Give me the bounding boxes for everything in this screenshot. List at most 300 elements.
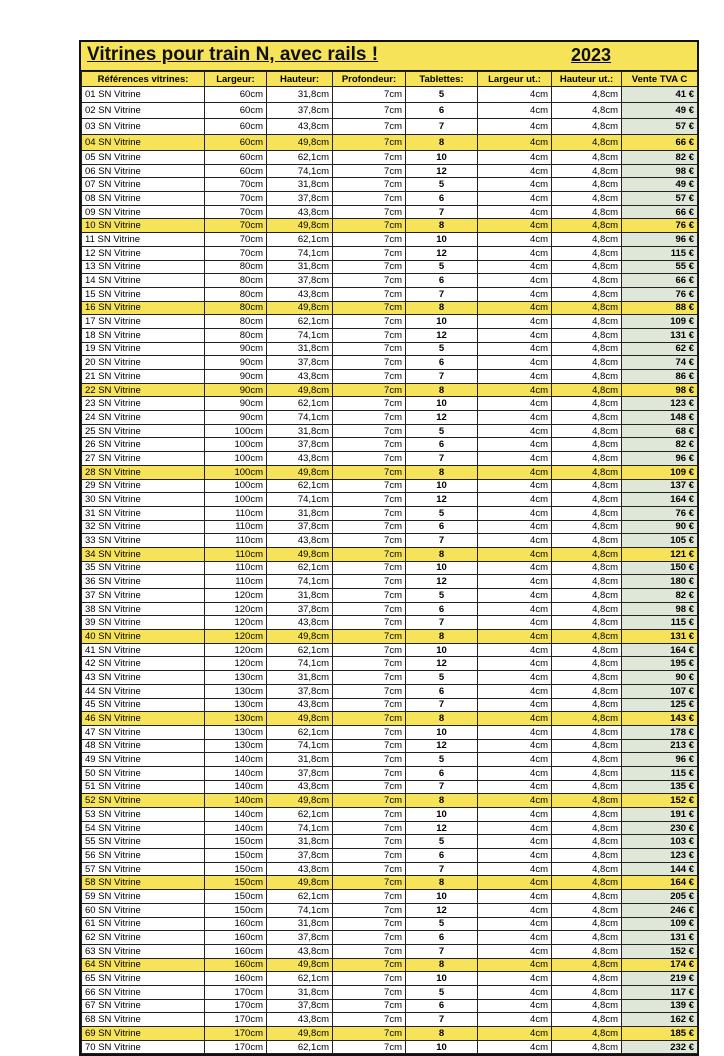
ref-cell: 25 SN Vitrine [82,424,205,438]
table-body [82,87,698,1054]
usable-width-cell: 4cm [478,151,552,165]
usable-height-cell: 4,8cm [552,835,622,849]
usable-height-cell: 4,8cm [552,684,622,698]
usable-height-cell: 4,8cm [552,103,622,119]
usable-height-cell: 4,8cm [552,862,622,876]
shelves-cell: 7 [406,534,478,548]
width-cell: 70cm [205,246,267,260]
table-row [82,452,698,466]
height-cell: 49,8cm [267,630,333,644]
height-cell: 74,1cm [267,164,333,178]
depth-cell: 7cm [333,931,406,945]
shelves-cell: 6 [406,602,478,616]
table-row [82,849,698,863]
price-cell: 205 € [622,890,698,904]
table-row [82,534,698,548]
width-cell: 150cm [205,849,267,863]
shelves-cell: 6 [406,766,478,780]
depth-cell: 7cm [333,671,406,685]
depth-cell: 7cm [333,630,406,644]
col-header-width: Largeur: [205,72,267,87]
usable-width-cell: 4cm [478,958,552,972]
usable-width-cell: 4cm [478,643,552,657]
ref-cell: 57 SN Vitrine [82,862,205,876]
width-cell: 150cm [205,890,267,904]
price-cell: 178 € [622,725,698,739]
table-row [82,561,698,575]
price-cell: 82 € [622,151,698,165]
shelves-cell: 10 [406,233,478,247]
ref-cell: 27 SN Vitrine [82,452,205,466]
table-row [82,725,698,739]
depth-cell: 7cm [333,780,406,794]
shelves-cell: 12 [406,164,478,178]
usable-width-cell: 4cm [478,684,552,698]
table-row [82,438,698,452]
depth-cell: 7cm [333,274,406,288]
width-cell: 120cm [205,630,267,644]
depth-cell: 7cm [333,958,406,972]
depth-cell: 7cm [333,999,406,1013]
price-cell: 180 € [622,575,698,589]
width-cell: 60cm [205,119,267,135]
usable-height-cell: 4,8cm [552,87,622,103]
usable-height-cell: 4,8cm [552,534,622,548]
table-row [82,520,698,534]
shelves-cell: 12 [406,411,478,425]
price-cell: 76 € [622,287,698,301]
ref-cell: 30 SN Vitrine [82,493,205,507]
price-cell: 246 € [622,903,698,917]
ref-cell: 06 SN Vitrine [82,164,205,178]
width-cell: 150cm [205,835,267,849]
shelves-cell: 7 [406,780,478,794]
usable-height-cell: 4,8cm [552,506,622,520]
usable-height-cell: 4,8cm [552,274,622,288]
width-cell: 60cm [205,164,267,178]
usable-width-cell: 4cm [478,287,552,301]
ref-cell: 66 SN Vitrine [82,985,205,999]
height-cell: 49,8cm [267,465,333,479]
usable-height-cell: 4,8cm [552,1040,622,1054]
shelves-cell: 5 [406,87,478,103]
shelves-cell: 10 [406,397,478,411]
ref-cell: 53 SN Vitrine [82,808,205,822]
depth-cell: 7cm [333,917,406,931]
table-row [82,383,698,397]
usable-width-cell: 4cm [478,753,552,767]
width-cell: 130cm [205,725,267,739]
shelves-cell: 5 [406,917,478,931]
price-cell: 115 € [622,616,698,630]
price-cell: 76 € [622,506,698,520]
usable-width-cell: 4cm [478,397,552,411]
usable-height-cell: 4,8cm [552,452,622,466]
table-row [82,479,698,493]
width-cell: 60cm [205,135,267,151]
table-row [82,753,698,767]
width-cell: 70cm [205,178,267,192]
height-cell: 43,8cm [267,205,333,219]
price-cell: 115 € [622,766,698,780]
shelves-cell: 6 [406,356,478,370]
shelves-cell: 5 [406,342,478,356]
ref-cell: 08 SN Vitrine [82,192,205,206]
usable-height-cell: 4,8cm [552,917,622,931]
height-cell: 31,8cm [267,835,333,849]
table-row [82,424,698,438]
depth-cell: 7cm [333,712,406,726]
table-row [82,1027,698,1041]
ref-cell: 60 SN Vitrine [82,903,205,917]
table-row [82,766,698,780]
width-cell: 80cm [205,315,267,329]
usable-height-cell: 4,8cm [552,383,622,397]
usable-width-cell: 4cm [478,725,552,739]
depth-cell: 7cm [333,972,406,986]
price-cell: 185 € [622,1027,698,1041]
shelves-cell: 6 [406,438,478,452]
table-row [82,821,698,835]
table-row [82,356,698,370]
table-row [82,328,698,342]
depth-cell: 7cm [333,119,406,135]
depth-cell: 7cm [333,479,406,493]
year-label: 2023 [571,45,612,65]
price-cell: 96 € [622,452,698,466]
usable-height-cell: 4,8cm [552,356,622,370]
ref-cell: 42 SN Vitrine [82,657,205,671]
shelves-cell: 7 [406,452,478,466]
height-cell: 62,1cm [267,479,333,493]
depth-cell: 7cm [333,370,406,384]
width-cell: 80cm [205,301,267,315]
usable-width-cell: 4cm [478,411,552,425]
usable-width-cell: 4cm [478,657,552,671]
ref-cell: 10 SN Vitrine [82,219,205,233]
table-header [82,72,698,87]
width-cell: 90cm [205,411,267,425]
ref-cell: 13 SN Vitrine [82,260,205,274]
ref-cell: 56 SN Vitrine [82,849,205,863]
depth-cell: 7cm [333,547,406,561]
table-row [82,342,698,356]
width-cell: 110cm [205,520,267,534]
shelves-cell: 7 [406,287,478,301]
usable-height-cell: 4,8cm [552,999,622,1013]
width-cell: 90cm [205,342,267,356]
depth-cell: 7cm [333,356,406,370]
shelves-cell: 5 [406,506,478,520]
usable-height-cell: 4,8cm [552,438,622,452]
usable-width-cell: 4cm [478,547,552,561]
shelves-cell: 7 [406,1013,478,1027]
table-row [82,780,698,794]
height-cell: 74,1cm [267,493,333,507]
width-cell: 100cm [205,479,267,493]
height-cell: 37,8cm [267,849,333,863]
depth-cell: 7cm [333,506,406,520]
width-cell: 60cm [205,103,267,119]
height-cell: 31,8cm [267,178,333,192]
price-cell: 103 € [622,835,698,849]
price-cell: 76 € [622,219,698,233]
depth-cell: 7cm [333,219,406,233]
height-cell: 62,1cm [267,808,333,822]
shelves-cell: 8 [406,301,478,315]
shelves-cell: 7 [406,370,478,384]
table-row [82,301,698,315]
usable-height-cell: 4,8cm [552,479,622,493]
height-cell: 62,1cm [267,561,333,575]
usable-width-cell: 4cm [478,808,552,822]
usable-height-cell: 4,8cm [552,903,622,917]
usable-width-cell: 4cm [478,520,552,534]
price-cell: 82 € [622,438,698,452]
usable-width-cell: 4cm [478,87,552,103]
ref-cell: 15 SN Vitrine [82,287,205,301]
usable-width-cell: 4cm [478,246,552,260]
width-cell: 120cm [205,616,267,630]
width-cell: 100cm [205,424,267,438]
depth-cell: 7cm [333,862,406,876]
height-cell: 62,1cm [267,725,333,739]
usable-height-cell: 4,8cm [552,780,622,794]
width-cell: 170cm [205,985,267,999]
ref-cell: 65 SN Vitrine [82,972,205,986]
price-cell: 41 € [622,87,698,103]
usable-height-cell: 4,8cm [552,192,622,206]
ref-cell: 22 SN Vitrine [82,383,205,397]
table-row [82,903,698,917]
ref-cell: 14 SN Vitrine [82,274,205,288]
shelves-cell: 7 [406,944,478,958]
shelves-cell: 6 [406,849,478,863]
usable-width-cell: 4cm [478,1040,552,1054]
shelves-cell: 10 [406,808,478,822]
price-cell: 150 € [622,561,698,575]
page-title: Vitrines pour train N, avec rails ! [87,44,379,65]
header-row [82,72,698,87]
height-cell: 49,8cm [267,1027,333,1041]
price-cell: 66 € [622,205,698,219]
shelves-cell: 6 [406,999,478,1013]
width-cell: 140cm [205,808,267,822]
table-row [82,958,698,972]
col-header-reference: Références vitrines: [82,72,205,87]
ref-cell: 29 SN Vitrine [82,479,205,493]
ref-cell: 67 SN Vitrine [82,999,205,1013]
height-cell: 43,8cm [267,616,333,630]
price-cell: 49 € [622,178,698,192]
depth-cell: 7cm [333,643,406,657]
usable-width-cell: 4cm [478,739,552,753]
usable-height-cell: 4,8cm [552,164,622,178]
usable-width-cell: 4cm [478,506,552,520]
width-cell: 90cm [205,397,267,411]
width-cell: 160cm [205,931,267,945]
table-row [82,103,698,119]
table-row [82,972,698,986]
price-cell: 109 € [622,315,698,329]
col-header-height: Hauteur: [267,72,333,87]
usable-width-cell: 4cm [478,219,552,233]
table-row [82,370,698,384]
shelves-cell: 8 [406,219,478,233]
table-row [82,890,698,904]
shelves-cell: 8 [406,547,478,561]
width-cell: 160cm [205,958,267,972]
shelves-cell: 10 [406,479,478,493]
ref-cell: 49 SN Vitrine [82,753,205,767]
width-cell: 140cm [205,766,267,780]
ref-cell: 62 SN Vitrine [82,931,205,945]
depth-cell: 7cm [333,808,406,822]
usable-height-cell: 4,8cm [552,766,622,780]
usable-height-cell: 4,8cm [552,589,622,603]
price-cell: 139 € [622,999,698,1013]
width-cell: 90cm [205,383,267,397]
shelves-cell: 5 [406,753,478,767]
ref-cell: 16 SN Vitrine [82,301,205,315]
depth-cell: 7cm [333,397,406,411]
shelves-cell: 5 [406,424,478,438]
usable-width-cell: 4cm [478,999,552,1013]
usable-width-cell: 4cm [478,876,552,890]
usable-width-cell: 4cm [478,205,552,219]
usable-width-cell: 4cm [478,780,552,794]
price-cell: 74 € [622,356,698,370]
price-cell: 148 € [622,411,698,425]
shelves-cell: 6 [406,274,478,288]
depth-cell: 7cm [333,135,406,151]
usable-height-cell: 4,8cm [552,753,622,767]
ref-cell: 34 SN Vitrine [82,547,205,561]
table-row [82,602,698,616]
price-cell: 49 € [622,103,698,119]
height-cell: 62,1cm [267,397,333,411]
depth-cell: 7cm [333,876,406,890]
width-cell: 110cm [205,561,267,575]
height-cell: 31,8cm [267,589,333,603]
shelves-cell: 10 [406,972,478,986]
shelves-cell: 6 [406,192,478,206]
depth-cell: 7cm [333,246,406,260]
table-row [82,287,698,301]
ref-cell: 18 SN Vitrine [82,328,205,342]
shelves-cell: 8 [406,712,478,726]
usable-height-cell: 4,8cm [552,397,622,411]
table-row [82,1013,698,1027]
usable-width-cell: 4cm [478,192,552,206]
usable-height-cell: 4,8cm [552,151,622,165]
height-cell: 74,1cm [267,739,333,753]
usable-width-cell: 4cm [478,766,552,780]
depth-cell: 7cm [333,424,406,438]
table-row [82,712,698,726]
shelves-cell: 7 [406,698,478,712]
usable-height-cell: 4,8cm [552,315,622,329]
usable-width-cell: 4cm [478,616,552,630]
shelves-cell: 8 [406,465,478,479]
price-cell: 143 € [622,712,698,726]
price-cell: 195 € [622,657,698,671]
usable-width-cell: 4cm [478,315,552,329]
depth-cell: 7cm [333,944,406,958]
depth-cell: 7cm [333,301,406,315]
table-row [82,999,698,1013]
usable-width-cell: 4cm [478,712,552,726]
shelves-cell: 7 [406,205,478,219]
usable-height-cell: 4,8cm [552,657,622,671]
price-cell: 82 € [622,589,698,603]
height-cell: 74,1cm [267,246,333,260]
table-row [82,931,698,945]
usable-width-cell: 4cm [478,575,552,589]
shelves-cell: 8 [406,383,478,397]
table-row [82,547,698,561]
width-cell: 70cm [205,192,267,206]
depth-cell: 7cm [333,103,406,119]
ref-cell: 68 SN Vitrine [82,1013,205,1027]
price-cell: 109 € [622,465,698,479]
table-row [82,219,698,233]
price-cell: 152 € [622,794,698,808]
price-cell: 131 € [622,630,698,644]
usable-height-cell: 4,8cm [552,233,622,247]
shelves-cell: 8 [406,135,478,151]
height-cell: 62,1cm [267,972,333,986]
usable-width-cell: 4cm [478,135,552,151]
width-cell: 100cm [205,452,267,466]
usable-width-cell: 4cm [478,561,552,575]
usable-height-cell: 4,8cm [552,246,622,260]
usable-width-cell: 4cm [478,849,552,863]
width-cell: 130cm [205,684,267,698]
price-cell: 174 € [622,958,698,972]
price-cell: 107 € [622,684,698,698]
usable-height-cell: 4,8cm [552,985,622,999]
table-row [82,808,698,822]
shelves-cell: 12 [406,493,478,507]
height-cell: 49,8cm [267,876,333,890]
table-row [82,192,698,206]
width-cell: 110cm [205,534,267,548]
ref-cell: 63 SN Vitrine [82,944,205,958]
depth-cell: 7cm [333,890,406,904]
depth-cell: 7cm [333,534,406,548]
usable-height-cell: 4,8cm [552,1013,622,1027]
depth-cell: 7cm [333,684,406,698]
height-cell: 31,8cm [267,424,333,438]
depth-cell: 7cm [333,1040,406,1054]
usable-width-cell: 4cm [478,178,552,192]
shelves-cell: 8 [406,958,478,972]
shelves-cell: 5 [406,985,478,999]
shelves-cell: 8 [406,630,478,644]
height-cell: 37,8cm [267,684,333,698]
price-cell: 117 € [622,985,698,999]
ref-cell: 24 SN Vitrine [82,411,205,425]
depth-cell: 7cm [333,315,406,329]
ref-cell: 45 SN Vitrine [82,698,205,712]
usable-width-cell: 4cm [478,493,552,507]
usable-width-cell: 4cm [478,424,552,438]
shelves-cell: 6 [406,520,478,534]
width-cell: 120cm [205,643,267,657]
ref-cell: 54 SN Vitrine [82,821,205,835]
width-cell: 140cm [205,821,267,835]
